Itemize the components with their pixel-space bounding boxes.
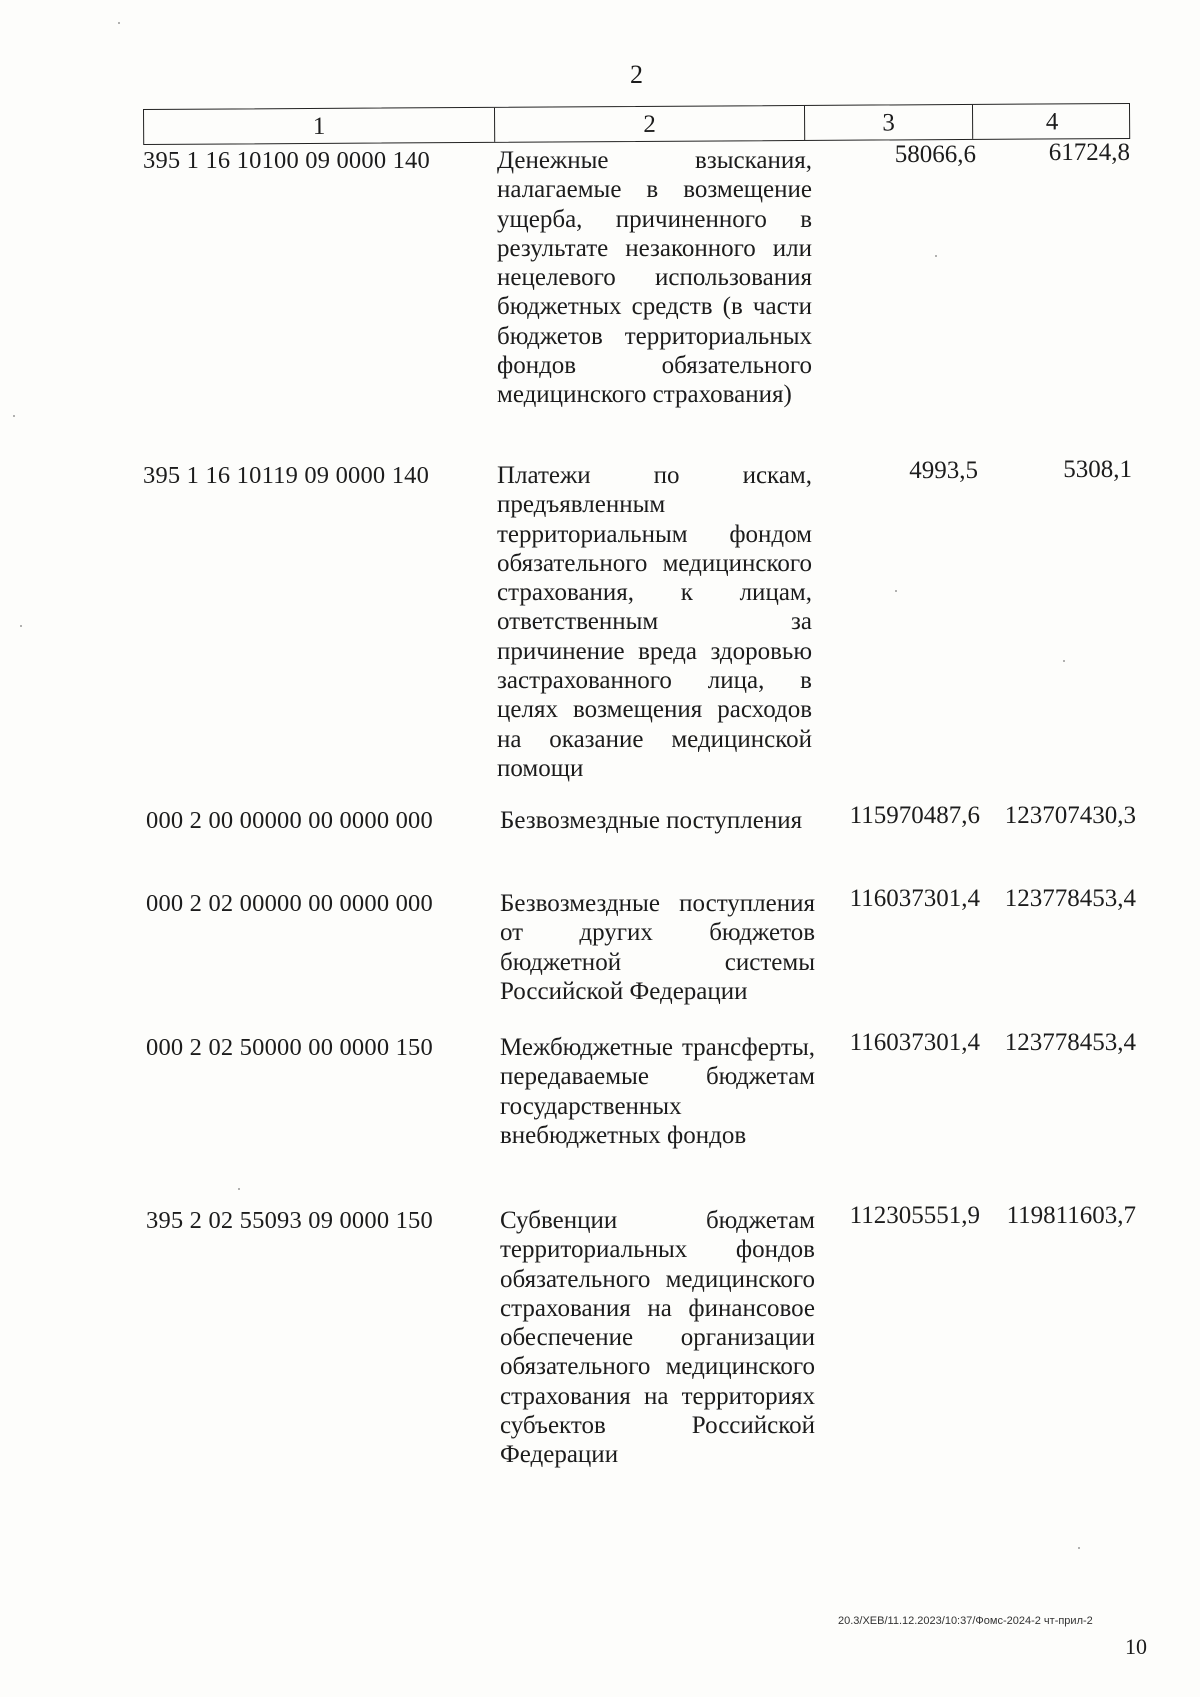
row-code: 000 2 02 00000 00 0000 000 xyxy=(146,890,433,917)
row-description: Безвозмездные поступления от других бюджетов бюджетной системы Российской Федерации xyxy=(500,890,815,1005)
row-code: 000 2 02 50000 00 0000 150 xyxy=(146,1034,433,1061)
row-value-2024: 116037301,4 xyxy=(849,885,980,912)
scan-speck xyxy=(13,415,15,417)
row-description: Субвенции бюджетам территориальных фондов обязательного медицинского страхования на финансовое обеспечение организации обязательного медицинского страхования на территориях субъектов Российской Федерации xyxy=(500,1207,815,1469)
scan-speck xyxy=(20,625,22,627)
row-description: Безвозмездные поступления xyxy=(500,807,803,834)
scan-speck xyxy=(895,590,897,592)
scan-speck xyxy=(935,255,937,257)
row-value-2024: 116037301,4 xyxy=(849,1029,980,1056)
table-header xyxy=(143,103,1130,145)
scan-speck xyxy=(1078,1547,1080,1549)
row-description: Межбюджетные трансферты, передаваемые бюджетам государственных внебюджетных фондов xyxy=(500,1034,815,1149)
row-code: 395 2 02 55093 09 0000 150 xyxy=(146,1207,433,1234)
header-col-4: 4 xyxy=(1045,108,1059,136)
row-description: Денежные взыскания, налагаемые в возмещение ущерба, причиненного в результате незаконного или нецелевого использования бюджетных средств (в части бюджетов территориальных фондов обязательного медицинского страхования) xyxy=(497,147,812,409)
row-value-2025: 61724,8 xyxy=(1048,139,1130,166)
row-value-2024: 4993,5 xyxy=(909,457,978,484)
footer-meta: 20.3/XEB/11.12.2023/10:37/Фомс-2024-2 чт-прил-2 xyxy=(838,1615,1093,1627)
row-code: 000 2 00 00000 00 0000 000 xyxy=(146,807,433,834)
page-number: 2 xyxy=(630,60,643,89)
row-value-2025: 123778453,4 xyxy=(1004,1029,1136,1056)
row-value-2024: 115970487,6 xyxy=(849,802,980,829)
row-value-2025: 123707430,3 xyxy=(1004,802,1136,829)
row-value-2024: 112305551,9 xyxy=(849,1202,980,1229)
row-code: 395 1 16 10119 09 0000 140 xyxy=(143,462,430,489)
row-description: Платежи по искам, предъявленным территориальным фондом обязательного медицинского страхования, к лицам, ответственным за причинение вреда здоровью застрахованного лица, в целях возмещения расходов на оказание медицинской помощи xyxy=(497,462,812,782)
scan-speck xyxy=(1063,660,1065,662)
row-value-2025: 119811603,7 xyxy=(1006,1202,1136,1229)
sheet-number: 10 xyxy=(1125,1634,1147,1659)
row-value-2025: 5308,1 xyxy=(1063,456,1132,483)
header-col-1: 1 xyxy=(144,108,495,144)
row-value-2025: 123778453,4 xyxy=(1004,885,1136,912)
scan-speck xyxy=(238,1188,240,1190)
row-code: 395 1 16 10100 09 0000 140 xyxy=(143,147,430,174)
header-col-3: 3 xyxy=(805,105,973,140)
row-value-2024: 58066,6 xyxy=(894,141,976,168)
header-col-2: 2 xyxy=(495,106,805,142)
scan-speck xyxy=(118,22,120,24)
